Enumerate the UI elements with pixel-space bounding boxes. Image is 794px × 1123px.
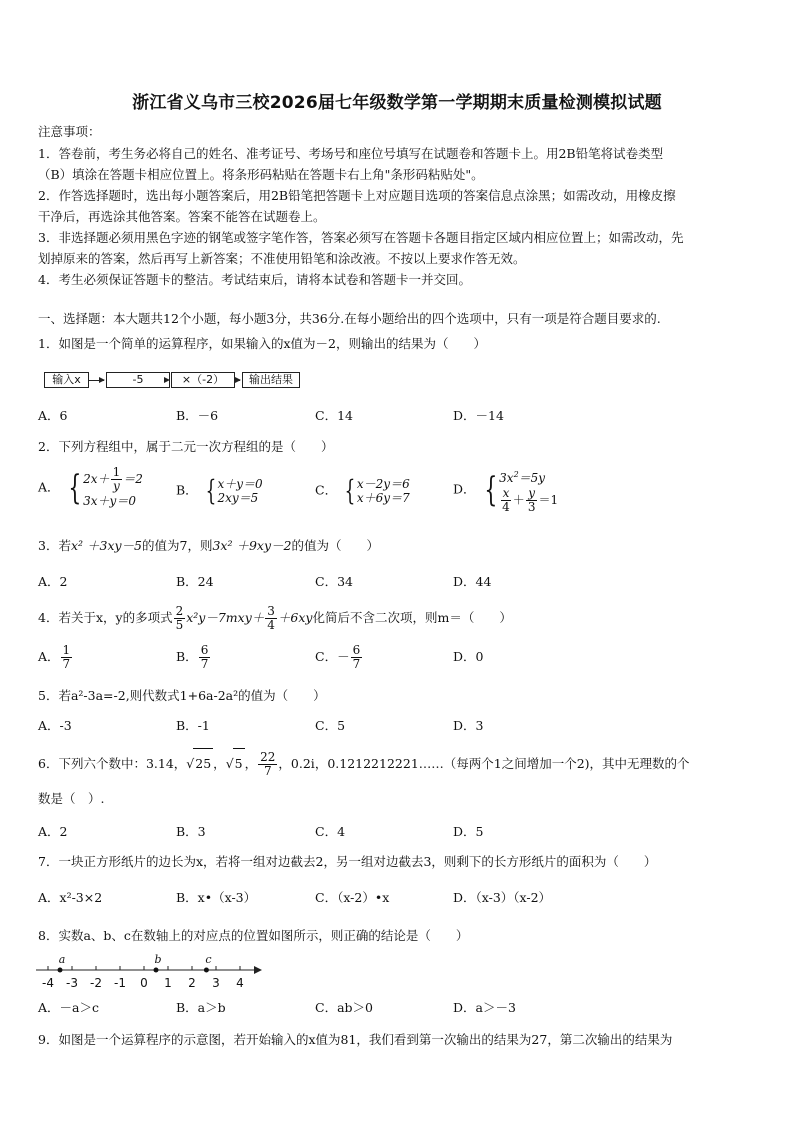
q6-option-b: B．3	[176, 824, 206, 839]
fraction-denominator: 7	[263, 764, 272, 778]
q4-text: 4．若关于x，y的多项式	[38, 610, 173, 625]
q7-option-a: A．x²-3×2	[38, 890, 103, 905]
tick-label: 3	[212, 976, 220, 990]
notes-heading: 注意事项：	[38, 124, 101, 139]
number-line-point	[154, 968, 159, 973]
fraction-numerator: 2	[175, 604, 184, 618]
equation-line: x＋6y＝7	[356, 491, 410, 505]
equation-line: 3x＋y＝0	[83, 494, 136, 508]
equation-part: 3x	[499, 471, 514, 485]
q6-text: 6．下列六个数中：3.14，	[38, 756, 187, 771]
q7-option-b: B．x•（x-3）	[176, 890, 257, 905]
q5-option-d: D．3	[453, 718, 484, 733]
fraction-numerator: 1	[112, 465, 121, 479]
option-label: B．	[176, 649, 198, 664]
q8-option-d: D．a＞－3	[453, 1000, 516, 1015]
q3-expression: 3x² ＋9xy－2	[212, 538, 292, 553]
equation-line: 2xy＝5	[217, 491, 259, 505]
flow-subtract-box: -5	[106, 372, 170, 388]
q7-option-c: C．（x-2）•x	[315, 890, 390, 905]
section-heading: 一、选择题：本大题共12个小题，每小题3分，共36分.在每小题给出的四个选项中，只有一项是符合题目要求的.	[38, 311, 661, 326]
brace-symbol: {	[483, 470, 497, 510]
question-8-stem: 8．实数a、b、c在数轴上的对应点的位置如图所示，则正确的结论是（ ）	[38, 928, 469, 943]
sqrt-symbol: √	[225, 756, 234, 771]
q6-text: ，	[278, 756, 291, 771]
q3-text: 的值为7，则	[142, 538, 213, 553]
fraction-denominator: 5	[175, 618, 184, 632]
equation-system	[202, 474, 263, 508]
tick-label: 4	[236, 976, 244, 990]
q8-option-c: C．ab＞0	[315, 1000, 373, 1015]
flow-arrow	[88, 380, 104, 381]
q4-option-c	[315, 642, 363, 672]
q6-text: ，	[213, 756, 226, 771]
q3-option-b: B．24	[176, 574, 214, 589]
equation-system	[64, 466, 143, 510]
q2-option-a	[38, 466, 143, 510]
question-1-stem: 1．如图是一个简单的运算程序，如果输入的x值为－2，则输出的结果为（ ）	[38, 336, 486, 351]
q5-option-a: A．-3	[38, 718, 72, 733]
q4-option-b	[176, 642, 211, 672]
equation-part: 2x＋	[83, 472, 110, 486]
tick-label: -2	[90, 976, 102, 990]
equation-line: x＋y＝0	[217, 477, 263, 491]
note-line: 2．作答选择题时，选出每小题答案后，用2B铅笔把答题卡上对应题目选项的答案信息点涂黑；如需改动，用橡皮擦	[38, 188, 676, 203]
note-line: 干净后，再选涂其他答案。答案不能答在试题卷上。	[38, 209, 326, 224]
flow-input-box: 输入x	[44, 372, 89, 388]
q3-option-a: A．2	[38, 574, 68, 589]
q3-expression: x² ＋3xy－5	[70, 538, 143, 553]
point-label: a	[58, 953, 66, 966]
question-9-stem: 9．如图是一个运算程序的示意图，若开始输入的x值为81，我们看到第一次输出的结果为27，第二次输出的结果为	[38, 1032, 673, 1047]
q1-option-a: A．6	[38, 408, 68, 423]
option-label: A．	[38, 649, 60, 664]
flow-arrow	[234, 380, 240, 381]
equation-system	[480, 466, 559, 514]
q5-option-c: C．5	[315, 718, 346, 733]
point-label: c	[205, 953, 212, 966]
fraction-numerator: y	[528, 486, 536, 500]
q1-option-c: C．14	[315, 408, 353, 423]
fraction-denominator: 3	[527, 500, 536, 514]
q4-option-d: D．0	[453, 649, 484, 664]
fraction-numerator: 3	[267, 604, 275, 618]
note-line: 4．考生必须保证答题卡的整洁。考试结束后，请将本试卷和答题卡一并交回。	[38, 272, 471, 287]
q6-option-d: D．5	[453, 824, 484, 839]
note-line: 1．答卷前，考生务必将自己的姓名、准考证号、考场号和座位号填写在试题卷和答题卡上。用2B铅笔将试卷类型	[38, 146, 664, 161]
question-7-stem: 7．一块正方形纸片的边长为x，若将一组对边截去2，另一组对边截去3，则剩下的长方形纸片的面积为（ ）	[38, 854, 657, 869]
q3-text: 的值为（ ）	[291, 538, 379, 553]
q6-text: ，0.1212212221……（每两个1之间增加一个2)，其中无理数的个	[314, 756, 690, 771]
brace-symbol: {	[344, 474, 356, 507]
option-label: C．－	[315, 649, 350, 664]
fraction-denominator: 7	[352, 657, 361, 671]
question-6-stem-cont: 数是（ ）.	[38, 791, 105, 806]
flow-multiply-box: ×（-2）	[171, 372, 235, 388]
brace-symbol: {	[205, 474, 216, 507]
q2-option-b	[176, 474, 263, 508]
question-4-stem	[38, 603, 512, 633]
point-label: b	[154, 953, 162, 966]
fraction-numerator: x	[502, 486, 510, 500]
q5-option-b: B．-1	[176, 718, 210, 733]
fraction-numerator: 22	[260, 750, 276, 764]
brace-symbol: {	[67, 468, 81, 508]
question-5-stem: 5．若a²-3a=-2,则代数式1+6a-2a²的值为（ ）	[38, 688, 326, 703]
tick-label: 0	[140, 976, 148, 990]
q6-option-c: C．4	[315, 824, 346, 839]
option-label: B．	[176, 482, 198, 498]
fraction-denominator: 7	[62, 657, 71, 671]
number-line-point	[204, 968, 209, 973]
sqrt-symbol: √	[186, 756, 195, 771]
fraction-denominator: 4	[502, 500, 510, 514]
q3-option-d: D．44	[453, 574, 492, 589]
question-6-stem	[38, 748, 690, 779]
q4-expression: x²y－7mxy＋	[186, 610, 265, 625]
q6-text: ，	[244, 756, 258, 771]
tick-label: -1	[114, 976, 126, 990]
question-3-stem	[38, 535, 379, 556]
equation-part: ＝5y	[518, 471, 546, 485]
q2-option-d	[453, 466, 558, 514]
sqrt-radicand: 5	[233, 748, 245, 779]
q2-option-c	[315, 474, 410, 508]
fraction-denominator: y	[112, 479, 120, 493]
tick-label: 1	[164, 976, 172, 990]
q4-expression: ＋6xy	[277, 610, 313, 625]
equation-part: ＝2	[123, 472, 143, 486]
fraction-numerator: 1	[62, 643, 71, 657]
q4-text: 化简后不含二次项，则m＝（ ）	[312, 610, 512, 625]
q6-option-a: A．2	[38, 824, 68, 839]
exam-title: 浙江省义乌市三校2026届七年级数学第一学期期末质量检测模拟试题	[132, 93, 662, 113]
note-line: （B）填涂在答题卡相应位置上。将条形码粘贴在答题卡右上角"条形码粘贴处"。	[38, 167, 484, 182]
q1-option-d: D．－14	[453, 408, 504, 423]
equation-system	[341, 474, 410, 508]
exponent: 2	[513, 470, 519, 479]
q8-option-a: A．－a＞c	[38, 1000, 99, 1015]
question-2-stem: 2．下列方程组中，属于二元一次方程组的是（ ）	[38, 439, 334, 454]
flow-output-box: 输出结果	[242, 372, 300, 388]
tick-label: 2	[188, 976, 196, 990]
fraction-numerator: 6	[352, 643, 361, 657]
fraction-numerator: 6	[200, 643, 209, 657]
repeating-decimal: 0.2i	[290, 756, 315, 771]
q3-option-c: C．34	[315, 574, 353, 589]
fraction-denominator: 4	[267, 618, 275, 632]
number-line	[34, 950, 266, 992]
plus-sign: ＋	[512, 493, 525, 507]
equation-part: ＝1	[538, 493, 559, 507]
q4-option-a	[38, 642, 73, 672]
q3-text: 3．若	[38, 538, 71, 553]
axis-arrowhead	[254, 966, 262, 974]
tick-label: -3	[66, 976, 78, 990]
q7-option-d: D．（x-3）（x-2）	[453, 890, 552, 905]
fraction-denominator: 7	[200, 657, 209, 671]
q1-option-b: B．－6	[176, 408, 219, 423]
note-line: 划掉原来的答案，然后再写上新答案；不准使用铅笔和涂改液。不按以上要求作答无效。	[38, 251, 526, 266]
option-label: C．	[315, 482, 338, 498]
number-line-point	[58, 968, 63, 973]
q8-option-b: B．a＞b	[176, 1000, 226, 1015]
tick-label: -4	[42, 976, 54, 990]
sqrt-radicand: 25	[193, 748, 213, 779]
equation-line: x－2y＝6	[356, 477, 410, 491]
note-line: 3．非选择题必须用黑色字迹的钢笔或签字笔作答，答案必须写在答题卡各题目指定区域内相应位置上；如需改动，先	[38, 230, 684, 245]
option-label: A．	[38, 479, 60, 495]
option-label: D．	[453, 481, 476, 497]
